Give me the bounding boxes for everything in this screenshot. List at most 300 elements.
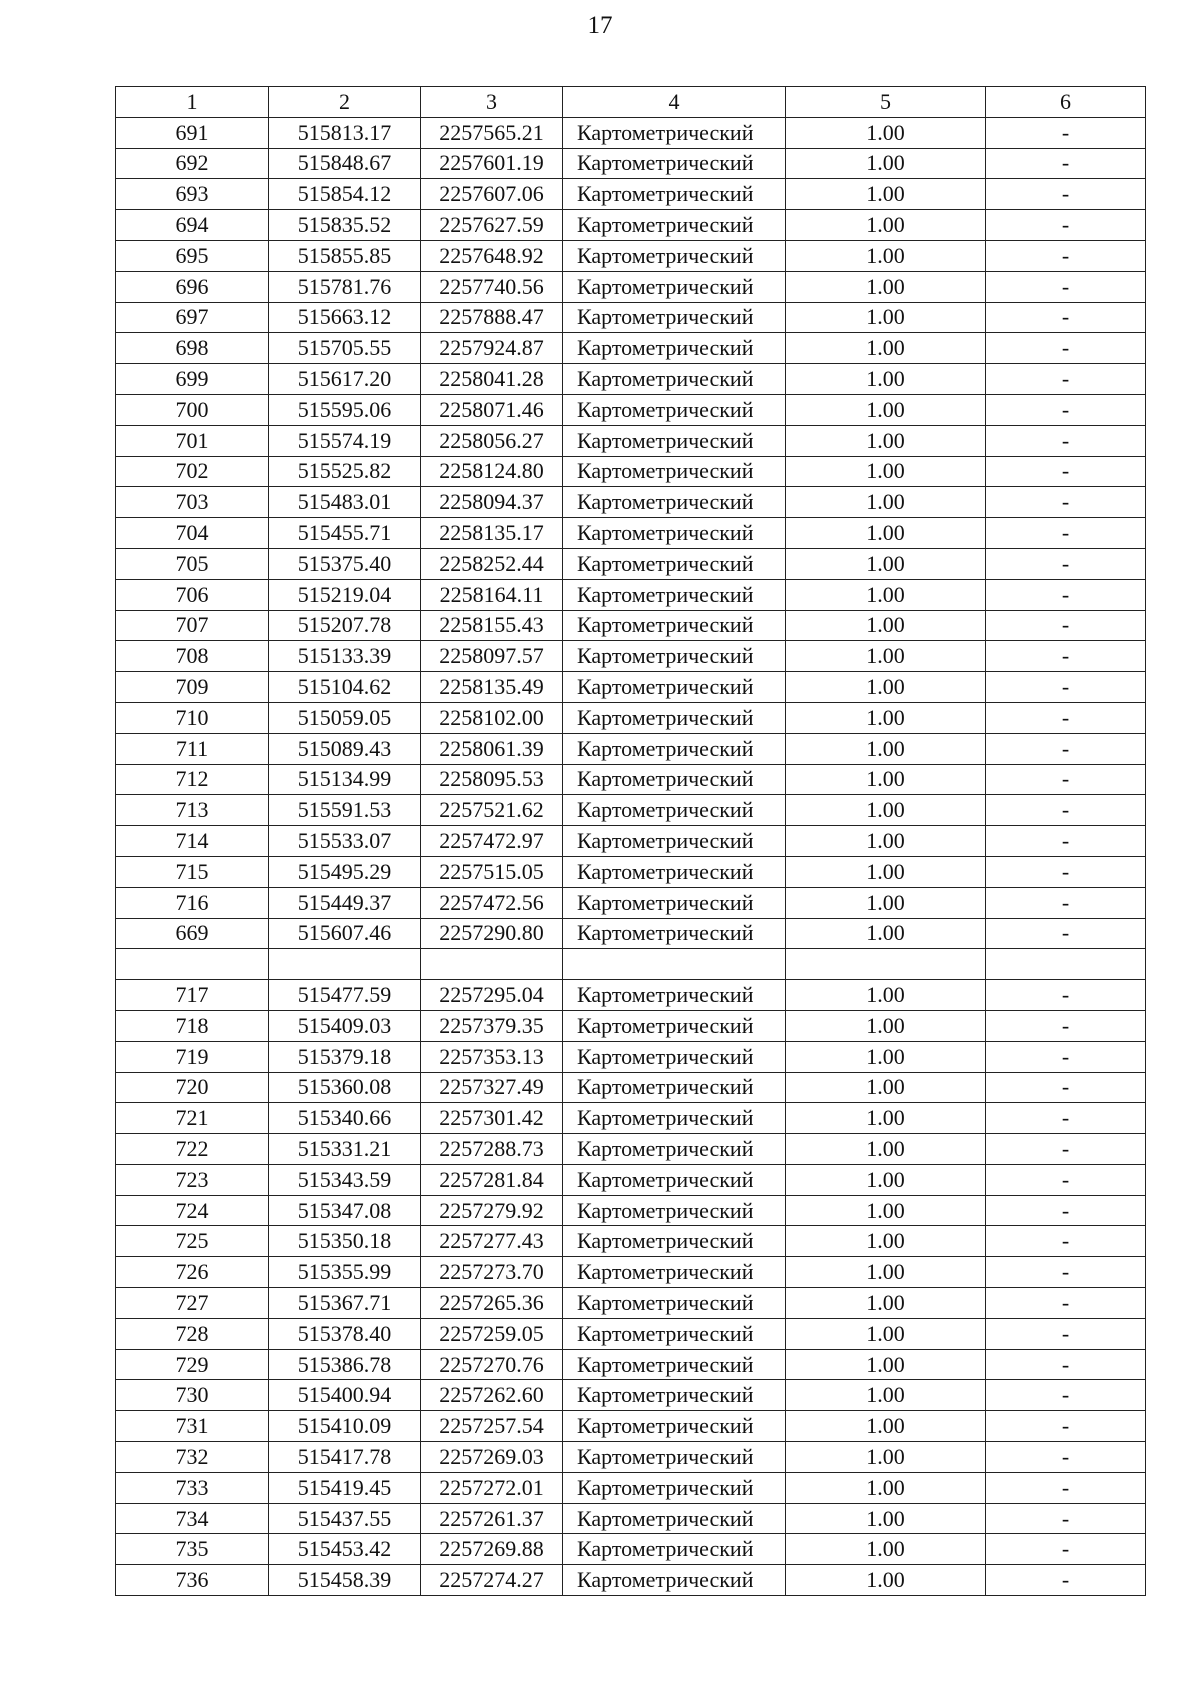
accuracy-cell: 1.00 bbox=[786, 364, 986, 395]
table-row bbox=[116, 210, 1146, 241]
point-number-cell: 704 bbox=[116, 518, 269, 549]
table-row bbox=[116, 1349, 1146, 1380]
note-cell: - bbox=[986, 610, 1146, 641]
accuracy-cell: 1.00 bbox=[786, 826, 986, 857]
method-cell: Картометрический bbox=[563, 764, 786, 795]
note-cell: - bbox=[986, 702, 1146, 733]
y-coordinate-cell: 2257740.56 bbox=[421, 271, 563, 302]
point-number-cell: 723 bbox=[116, 1164, 269, 1195]
accuracy-cell: 1.00 bbox=[786, 302, 986, 333]
accuracy-cell: 1.00 bbox=[786, 1318, 986, 1349]
accuracy-cell: 1.00 bbox=[786, 1349, 986, 1380]
x-coordinate-cell: 515331.21 bbox=[269, 1134, 421, 1165]
point-number-cell: 719 bbox=[116, 1041, 269, 1072]
y-coordinate-cell: 2257269.88 bbox=[421, 1534, 563, 1565]
point-number-cell bbox=[116, 949, 269, 980]
accuracy-cell: 1.00 bbox=[786, 271, 986, 302]
x-coordinate-cell: 515835.52 bbox=[269, 210, 421, 241]
table-row bbox=[116, 1503, 1146, 1534]
note-cell: - bbox=[986, 302, 1146, 333]
x-coordinate-cell: 515458.39 bbox=[269, 1565, 421, 1596]
accuracy-cell: 1.00 bbox=[786, 1164, 986, 1195]
x-coordinate-cell: 515133.39 bbox=[269, 641, 421, 672]
x-coordinate-cell: 515848.67 bbox=[269, 148, 421, 179]
method-cell: Картометрический bbox=[563, 1565, 786, 1596]
point-number-cell: 721 bbox=[116, 1103, 269, 1134]
y-coordinate-cell: 2257277.43 bbox=[421, 1226, 563, 1257]
point-number-cell: 710 bbox=[116, 702, 269, 733]
y-coordinate-cell: 2258041.28 bbox=[421, 364, 563, 395]
y-coordinate-cell: 2258097.57 bbox=[421, 641, 563, 672]
note-cell: - bbox=[986, 1072, 1146, 1103]
accuracy-cell: 1.00 bbox=[786, 918, 986, 949]
table-row bbox=[116, 1257, 1146, 1288]
x-coordinate-cell: 515617.20 bbox=[269, 364, 421, 395]
x-coordinate-cell: 515400.94 bbox=[269, 1380, 421, 1411]
x-coordinate-cell: 515533.07 bbox=[269, 826, 421, 857]
note-cell: - bbox=[986, 641, 1146, 672]
y-coordinate-cell: 2258135.49 bbox=[421, 672, 563, 703]
x-coordinate-cell: 515449.37 bbox=[269, 887, 421, 918]
point-number-cell: 724 bbox=[116, 1195, 269, 1226]
note-cell: - bbox=[986, 1442, 1146, 1473]
method-cell: Картометрический bbox=[563, 1318, 786, 1349]
table-row bbox=[116, 1195, 1146, 1226]
x-coordinate-cell: 515134.99 bbox=[269, 764, 421, 795]
column-header-2: 2 bbox=[269, 87, 421, 118]
table-row bbox=[116, 1318, 1146, 1349]
accuracy-cell: 1.00 bbox=[786, 610, 986, 641]
note-cell: - bbox=[986, 240, 1146, 271]
note-cell: - bbox=[986, 364, 1146, 395]
y-coordinate-cell: 2257521.62 bbox=[421, 795, 563, 826]
table-row bbox=[116, 579, 1146, 610]
note-cell bbox=[986, 949, 1146, 980]
point-number-cell: 716 bbox=[116, 887, 269, 918]
note-cell: - bbox=[986, 210, 1146, 241]
accuracy-cell: 1.00 bbox=[786, 1195, 986, 1226]
x-coordinate-cell: 515455.71 bbox=[269, 518, 421, 549]
y-coordinate-cell: 2257288.73 bbox=[421, 1134, 563, 1165]
accuracy-cell: 1.00 bbox=[786, 795, 986, 826]
table-row bbox=[116, 1010, 1146, 1041]
accuracy-cell: 1.00 bbox=[786, 240, 986, 271]
point-number-cell: 728 bbox=[116, 1318, 269, 1349]
y-coordinate-cell: 2257472.97 bbox=[421, 826, 563, 857]
method-cell: Картометрический bbox=[563, 271, 786, 302]
y-coordinate-cell: 2257472.56 bbox=[421, 887, 563, 918]
method-cell: Картометрический bbox=[563, 1503, 786, 1534]
point-number-cell: 715 bbox=[116, 856, 269, 887]
note-cell: - bbox=[986, 764, 1146, 795]
table-row bbox=[116, 1164, 1146, 1195]
accuracy-cell: 1.00 bbox=[786, 887, 986, 918]
method-cell: Картометрический bbox=[563, 795, 786, 826]
table-row bbox=[116, 1411, 1146, 1442]
table-row bbox=[116, 456, 1146, 487]
y-coordinate-cell: 2258124.80 bbox=[421, 456, 563, 487]
note-cell: - bbox=[986, 1010, 1146, 1041]
y-coordinate-cell: 2257295.04 bbox=[421, 980, 563, 1011]
note-cell: - bbox=[986, 733, 1146, 764]
note-cell: - bbox=[986, 1041, 1146, 1072]
accuracy-cell: 1.00 bbox=[786, 856, 986, 887]
accuracy-cell: 1.00 bbox=[786, 1010, 986, 1041]
table-row bbox=[116, 333, 1146, 364]
method-cell: Картометрический bbox=[563, 1072, 786, 1103]
accuracy-cell bbox=[786, 949, 986, 980]
y-coordinate-cell: 2257327.49 bbox=[421, 1072, 563, 1103]
y-coordinate-cell: 2258155.43 bbox=[421, 610, 563, 641]
table-row bbox=[116, 240, 1146, 271]
point-number-cell: 701 bbox=[116, 425, 269, 456]
note-cell: - bbox=[986, 980, 1146, 1011]
table-row bbox=[116, 1442, 1146, 1473]
x-coordinate-cell: 515059.05 bbox=[269, 702, 421, 733]
point-number-cell: 709 bbox=[116, 672, 269, 703]
table-row bbox=[116, 364, 1146, 395]
table-row bbox=[116, 1380, 1146, 1411]
note-cell: - bbox=[986, 1565, 1146, 1596]
accuracy-cell: 1.00 bbox=[786, 179, 986, 210]
method-cell: Картометрический bbox=[563, 425, 786, 456]
method-cell: Картометрический bbox=[563, 333, 786, 364]
accuracy-cell: 1.00 bbox=[786, 456, 986, 487]
table-row bbox=[116, 548, 1146, 579]
table-row bbox=[116, 764, 1146, 795]
note-cell: - bbox=[986, 1288, 1146, 1319]
method-cell: Картометрический bbox=[563, 518, 786, 549]
table-row bbox=[116, 179, 1146, 210]
y-coordinate-cell: 2257257.54 bbox=[421, 1411, 563, 1442]
point-number-cell: 699 bbox=[116, 364, 269, 395]
table-row bbox=[116, 795, 1146, 826]
table-row bbox=[116, 702, 1146, 733]
point-number-cell: 702 bbox=[116, 456, 269, 487]
note-cell: - bbox=[986, 518, 1146, 549]
method-cell: Картометрический bbox=[563, 456, 786, 487]
y-coordinate-cell: 2258252.44 bbox=[421, 548, 563, 579]
table-row bbox=[116, 826, 1146, 857]
point-number-cell: 735 bbox=[116, 1534, 269, 1565]
note-cell: - bbox=[986, 795, 1146, 826]
x-coordinate-cell: 515104.62 bbox=[269, 672, 421, 703]
point-number-cell: 698 bbox=[116, 333, 269, 364]
accuracy-cell: 1.00 bbox=[786, 1226, 986, 1257]
table-row bbox=[116, 1565, 1146, 1596]
x-coordinate-cell: 515089.43 bbox=[269, 733, 421, 764]
point-number-cell: 700 bbox=[116, 394, 269, 425]
point-number-cell: 692 bbox=[116, 148, 269, 179]
point-number-cell: 736 bbox=[116, 1565, 269, 1596]
table-row bbox=[116, 733, 1146, 764]
x-coordinate-cell: 515483.01 bbox=[269, 487, 421, 518]
method-cell: Картометрический bbox=[563, 733, 786, 764]
note-cell: - bbox=[986, 672, 1146, 703]
accuracy-cell: 1.00 bbox=[786, 1041, 986, 1072]
y-coordinate-cell bbox=[421, 949, 563, 980]
x-coordinate-cell: 515854.12 bbox=[269, 179, 421, 210]
accuracy-cell: 1.00 bbox=[786, 1288, 986, 1319]
table-row bbox=[116, 487, 1146, 518]
accuracy-cell: 1.00 bbox=[786, 394, 986, 425]
y-coordinate-cell: 2258061.39 bbox=[421, 733, 563, 764]
point-number-cell: 731 bbox=[116, 1411, 269, 1442]
y-coordinate-cell: 2257262.60 bbox=[421, 1380, 563, 1411]
y-coordinate-cell: 2257888.47 bbox=[421, 302, 563, 333]
accuracy-cell: 1.00 bbox=[786, 1411, 986, 1442]
x-coordinate-cell: 515574.19 bbox=[269, 425, 421, 456]
method-cell: Картометрический bbox=[563, 826, 786, 857]
method-cell: Картометрический bbox=[563, 887, 786, 918]
x-coordinate-cell: 515591.53 bbox=[269, 795, 421, 826]
column-header-5: 5 bbox=[786, 87, 986, 118]
note-cell: - bbox=[986, 1103, 1146, 1134]
table-row bbox=[116, 1072, 1146, 1103]
point-number-cell: 714 bbox=[116, 826, 269, 857]
table-row bbox=[116, 117, 1146, 148]
point-number-cell: 732 bbox=[116, 1442, 269, 1473]
note-cell: - bbox=[986, 1318, 1146, 1349]
method-cell: Картометрический bbox=[563, 1195, 786, 1226]
method-cell: Картометрический bbox=[563, 918, 786, 949]
y-coordinate-cell: 2258095.53 bbox=[421, 764, 563, 795]
x-coordinate-cell: 515340.66 bbox=[269, 1103, 421, 1134]
y-coordinate-cell: 2257515.05 bbox=[421, 856, 563, 887]
note-cell: - bbox=[986, 394, 1146, 425]
accuracy-cell: 1.00 bbox=[786, 1442, 986, 1473]
note-cell: - bbox=[986, 487, 1146, 518]
y-coordinate-cell: 2257281.84 bbox=[421, 1164, 563, 1195]
note-cell: - bbox=[986, 117, 1146, 148]
method-cell: Картометрический bbox=[563, 1472, 786, 1503]
column-header-3: 3 bbox=[421, 87, 563, 118]
y-coordinate-cell: 2257565.21 bbox=[421, 117, 563, 148]
x-coordinate-cell: 515367.71 bbox=[269, 1288, 421, 1319]
table-row bbox=[116, 1472, 1146, 1503]
point-number-cell: 694 bbox=[116, 210, 269, 241]
point-number-cell: 708 bbox=[116, 641, 269, 672]
accuracy-cell: 1.00 bbox=[786, 1503, 986, 1534]
point-number-cell: 706 bbox=[116, 579, 269, 610]
method-cell: Картометрический bbox=[563, 1164, 786, 1195]
x-coordinate-cell: 515607.46 bbox=[269, 918, 421, 949]
x-coordinate-cell: 515705.55 bbox=[269, 333, 421, 364]
method-cell: Картометрический bbox=[563, 548, 786, 579]
accuracy-cell: 1.00 bbox=[786, 148, 986, 179]
note-cell: - bbox=[986, 1226, 1146, 1257]
method-cell: Картометрический bbox=[563, 179, 786, 210]
method-cell: Картометрический bbox=[563, 1134, 786, 1165]
point-number-cell: 696 bbox=[116, 271, 269, 302]
page-number: 17 bbox=[587, 12, 613, 39]
x-coordinate-cell: 515781.76 bbox=[269, 271, 421, 302]
y-coordinate-cell: 2257648.92 bbox=[421, 240, 563, 271]
point-number-cell: 693 bbox=[116, 179, 269, 210]
table-header bbox=[116, 87, 1146, 118]
accuracy-cell: 1.00 bbox=[786, 210, 986, 241]
y-coordinate-cell: 2257261.37 bbox=[421, 1503, 563, 1534]
point-number-cell: 722 bbox=[116, 1134, 269, 1165]
method-cell: Картометрический bbox=[563, 579, 786, 610]
point-number-cell: 705 bbox=[116, 548, 269, 579]
accuracy-cell: 1.00 bbox=[786, 487, 986, 518]
point-number-cell: 712 bbox=[116, 764, 269, 795]
x-coordinate-cell: 515525.82 bbox=[269, 456, 421, 487]
y-coordinate-cell: 2258102.00 bbox=[421, 702, 563, 733]
method-cell: Картометрический bbox=[563, 980, 786, 1011]
y-coordinate-cell: 2257270.76 bbox=[421, 1349, 563, 1380]
accuracy-cell: 1.00 bbox=[786, 1472, 986, 1503]
x-coordinate-cell: 515379.18 bbox=[269, 1041, 421, 1072]
note-cell: - bbox=[986, 1472, 1146, 1503]
x-coordinate-cell: 515409.03 bbox=[269, 1010, 421, 1041]
x-coordinate-cell: 515477.59 bbox=[269, 980, 421, 1011]
note-cell: - bbox=[986, 1195, 1146, 1226]
y-coordinate-cell: 2257924.87 bbox=[421, 333, 563, 364]
note-cell: - bbox=[986, 179, 1146, 210]
accuracy-cell: 1.00 bbox=[786, 548, 986, 579]
table-row bbox=[116, 1103, 1146, 1134]
accuracy-cell: 1.00 bbox=[786, 333, 986, 364]
note-cell: - bbox=[986, 425, 1146, 456]
method-cell: Картометрический bbox=[563, 1411, 786, 1442]
accuracy-cell: 1.00 bbox=[786, 117, 986, 148]
table-row bbox=[116, 425, 1146, 456]
accuracy-cell: 1.00 bbox=[786, 1103, 986, 1134]
note-cell: - bbox=[986, 271, 1146, 302]
method-cell: Картометрический bbox=[563, 240, 786, 271]
y-coordinate-cell: 2257607.06 bbox=[421, 179, 563, 210]
x-coordinate-cell: 515437.55 bbox=[269, 1503, 421, 1534]
method-cell: Картометрический bbox=[563, 856, 786, 887]
table-row bbox=[116, 518, 1146, 549]
note-cell: - bbox=[986, 456, 1146, 487]
x-coordinate-cell: 515360.08 bbox=[269, 1072, 421, 1103]
point-number-cell: 707 bbox=[116, 610, 269, 641]
note-cell: - bbox=[986, 148, 1146, 179]
x-coordinate-cell: 515350.18 bbox=[269, 1226, 421, 1257]
y-coordinate-cell: 2257301.42 bbox=[421, 1103, 563, 1134]
note-cell: - bbox=[986, 579, 1146, 610]
y-coordinate-cell: 2257601.19 bbox=[421, 148, 563, 179]
point-number-cell: 717 bbox=[116, 980, 269, 1011]
note-cell: - bbox=[986, 1534, 1146, 1565]
accuracy-cell: 1.00 bbox=[786, 1380, 986, 1411]
x-coordinate-cell: 515347.08 bbox=[269, 1195, 421, 1226]
table-row bbox=[116, 610, 1146, 641]
y-coordinate-cell: 2257259.05 bbox=[421, 1318, 563, 1349]
accuracy-cell: 1.00 bbox=[786, 1565, 986, 1596]
point-number-cell: 725 bbox=[116, 1226, 269, 1257]
note-cell: - bbox=[986, 918, 1146, 949]
point-number-cell: 669 bbox=[116, 918, 269, 949]
note-cell: - bbox=[986, 1349, 1146, 1380]
method-cell: Картометрический bbox=[563, 117, 786, 148]
note-cell: - bbox=[986, 1380, 1146, 1411]
y-coordinate-cell: 2258094.37 bbox=[421, 487, 563, 518]
note-cell: - bbox=[986, 1134, 1146, 1165]
y-coordinate-cell: 2257274.27 bbox=[421, 1565, 563, 1596]
note-cell: - bbox=[986, 1503, 1146, 1534]
point-number-cell: 720 bbox=[116, 1072, 269, 1103]
note-cell: - bbox=[986, 1411, 1146, 1442]
accuracy-cell: 1.00 bbox=[786, 641, 986, 672]
method-cell: Картометрический bbox=[563, 487, 786, 518]
method-cell: Картометрический bbox=[563, 1288, 786, 1319]
y-coordinate-cell: 2257379.35 bbox=[421, 1010, 563, 1041]
y-coordinate-cell: 2258164.11 bbox=[421, 579, 563, 610]
method-cell: Картометрический bbox=[563, 1041, 786, 1072]
table-row bbox=[116, 918, 1146, 949]
column-header-4: 4 bbox=[563, 87, 786, 118]
y-coordinate-cell: 2257627.59 bbox=[421, 210, 563, 241]
accuracy-cell: 1.00 bbox=[786, 1134, 986, 1165]
point-number-cell: 703 bbox=[116, 487, 269, 518]
x-coordinate-cell bbox=[269, 949, 421, 980]
accuracy-cell: 1.00 bbox=[786, 672, 986, 703]
table-body bbox=[116, 117, 1146, 1595]
accuracy-cell: 1.00 bbox=[786, 425, 986, 456]
point-number-cell: 726 bbox=[116, 1257, 269, 1288]
point-number-cell: 730 bbox=[116, 1380, 269, 1411]
x-coordinate-cell: 515410.09 bbox=[269, 1411, 421, 1442]
table-row bbox=[116, 1134, 1146, 1165]
x-coordinate-cell: 515855.85 bbox=[269, 240, 421, 271]
accuracy-cell: 1.00 bbox=[786, 1534, 986, 1565]
y-coordinate-cell: 2258071.46 bbox=[421, 394, 563, 425]
table-row bbox=[116, 641, 1146, 672]
table-row bbox=[116, 394, 1146, 425]
x-coordinate-cell: 515375.40 bbox=[269, 548, 421, 579]
table-row bbox=[116, 1534, 1146, 1565]
method-cell: Картометрический bbox=[563, 610, 786, 641]
y-coordinate-cell: 2257265.36 bbox=[421, 1288, 563, 1319]
accuracy-cell: 1.00 bbox=[786, 1072, 986, 1103]
method-cell: Картометрический bbox=[563, 1103, 786, 1134]
column-header-6: 6 bbox=[986, 87, 1146, 118]
y-coordinate-cell: 2258056.27 bbox=[421, 425, 563, 456]
y-coordinate-cell: 2257353.13 bbox=[421, 1041, 563, 1072]
table-row bbox=[116, 980, 1146, 1011]
method-cell: Картометрический bbox=[563, 1380, 786, 1411]
note-cell: - bbox=[986, 333, 1146, 364]
x-coordinate-cell: 515663.12 bbox=[269, 302, 421, 333]
y-coordinate-cell: 2257290.80 bbox=[421, 918, 563, 949]
note-cell: - bbox=[986, 1257, 1146, 1288]
point-number-cell: 713 bbox=[116, 795, 269, 826]
header-row bbox=[116, 87, 1146, 118]
point-number-cell: 729 bbox=[116, 1349, 269, 1380]
table-row bbox=[116, 856, 1146, 887]
note-cell: - bbox=[986, 548, 1146, 579]
x-coordinate-cell: 515355.99 bbox=[269, 1257, 421, 1288]
method-cell: Картометрический bbox=[563, 641, 786, 672]
x-coordinate-cell: 515453.42 bbox=[269, 1534, 421, 1565]
y-coordinate-cell: 2257279.92 bbox=[421, 1195, 563, 1226]
x-coordinate-cell: 515378.40 bbox=[269, 1318, 421, 1349]
method-cell bbox=[563, 949, 786, 980]
table-row bbox=[116, 302, 1146, 333]
table-row bbox=[116, 672, 1146, 703]
method-cell: Картометрический bbox=[563, 302, 786, 333]
accuracy-cell: 1.00 bbox=[786, 1257, 986, 1288]
accuracy-cell: 1.00 bbox=[786, 579, 986, 610]
table-row bbox=[116, 271, 1146, 302]
point-number-cell: 691 bbox=[116, 117, 269, 148]
x-coordinate-cell: 515419.45 bbox=[269, 1472, 421, 1503]
table-row bbox=[116, 949, 1146, 980]
